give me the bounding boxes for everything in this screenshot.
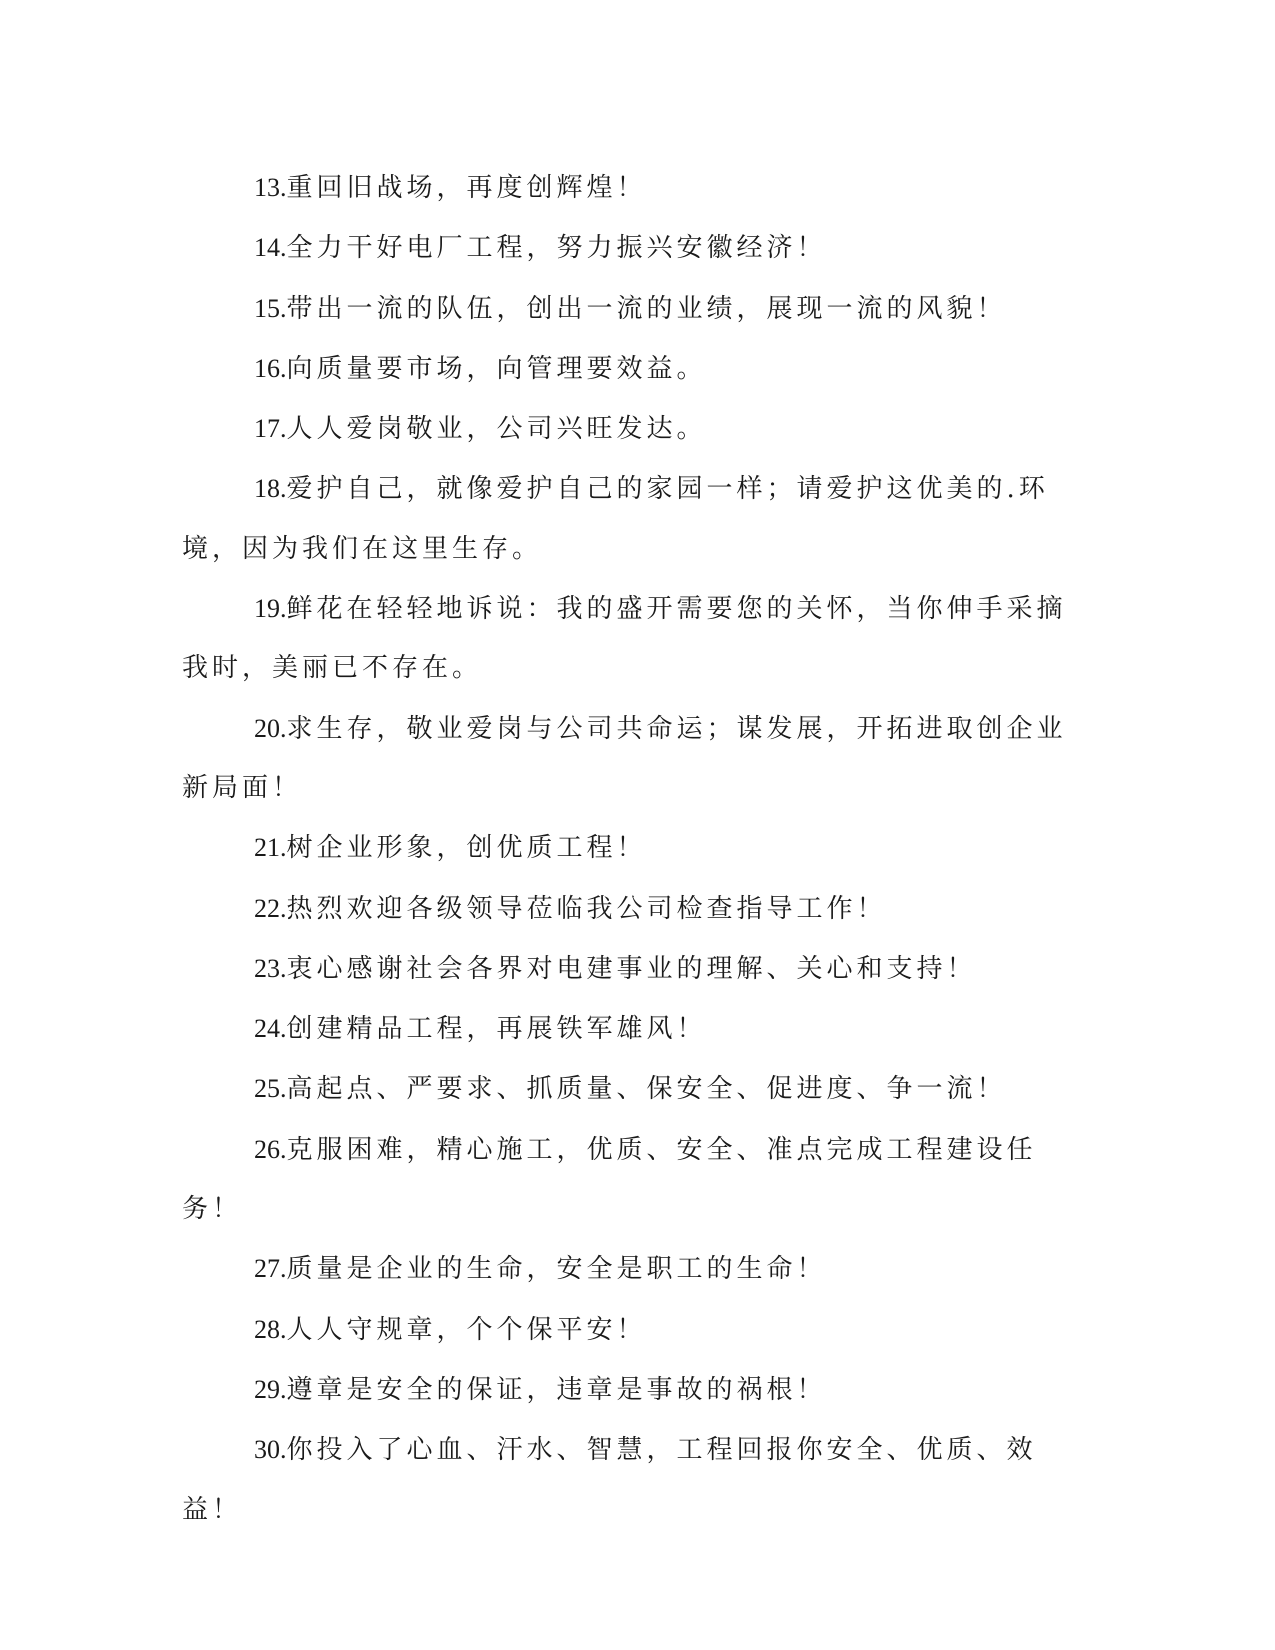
item-number: 28. <box>254 1314 287 1344</box>
item-text: 人人守规章，个个保平安！ <box>286 1314 647 1345</box>
item-text: 创建精品工程，再展铁军雄风！ <box>286 1014 707 1045</box>
item-number: 16. <box>254 353 287 383</box>
item-text: 带出一流的队伍，创出一流的业绩，展现一流的风貌！ <box>286 293 1007 324</box>
item-text: 克服困难，精心施工，优质、安全、准点完成工程建设任务！ <box>182 1134 1037 1225</box>
list-item <box>182 818 1072 878</box>
item-number: 27. <box>254 1254 287 1284</box>
slogan-list <box>182 158 1072 1540</box>
item-text: 遵章是安全的保证，违章是事故的祸根！ <box>286 1374 827 1405</box>
item-text: 人人爱岗敬业，公司兴旺发达。 <box>286 414 707 445</box>
list-item <box>182 1239 1072 1299</box>
item-number: 22. <box>254 893 287 923</box>
item-text: 全力干好电厂工程，努力振兴安徽经济！ <box>286 233 827 264</box>
item-number: 23. <box>254 953 287 983</box>
item-number: 20. <box>254 713 287 743</box>
item-number: 15. <box>254 293 287 323</box>
item-number: 24. <box>254 1014 287 1044</box>
list-item <box>182 459 1072 579</box>
list-item <box>182 339 1072 399</box>
item-number: 25. <box>254 1074 287 1104</box>
item-text: 你投入了心血、汗水、智慧，工程回报你安全、优质、效益！ <box>182 1435 1037 1525</box>
list-item <box>182 1059 1072 1119</box>
item-text: 鲜花在轻轻地诉说：我的盛开需要您的关怀，当你伸手采摘我时，美丽已不存在。 <box>182 594 1067 684</box>
list-item <box>182 999 1072 1059</box>
item-text: 求生存，敬业爱岗与公司共命运；谋发展，开拓进取创企业新局面！ <box>182 713 1067 803</box>
list-item <box>182 699 1072 819</box>
item-text: 向质量要市场，向管理要效益。 <box>286 353 707 384</box>
item-number: 17. <box>254 414 287 444</box>
item-text: 质量是企业的生命，安全是职工的生命！ <box>286 1254 827 1285</box>
item-number: 21. <box>254 833 287 863</box>
item-number: 30. <box>254 1435 287 1465</box>
item-number: 19. <box>254 594 287 624</box>
item-text: 重回旧战场，再度创辉煌！ <box>286 173 647 203</box>
list-item <box>182 399 1072 459</box>
item-number: 26. <box>254 1134 287 1164</box>
list-item <box>182 1120 1072 1240</box>
item-number: 18. <box>254 474 287 504</box>
list-item <box>182 579 1072 699</box>
list-item <box>182 218 1072 278</box>
item-text: 爱护自己，就像爱护自己的家园一样；请爱护这优美的.环境，因为我们在这里生存。 <box>182 474 1049 564</box>
list-item <box>182 1360 1072 1420</box>
item-number: 14. <box>254 233 287 263</box>
item-text: 衷心感谢社会各界对电建事业的理解、关心和支持！ <box>286 953 977 984</box>
item-text: 高起点、严要求、抓质量、保安全、促进度、争一流！ <box>286 1074 1007 1105</box>
item-text: 热烈欢迎各级领导莅临我公司检查指导工作！ <box>286 893 887 924</box>
item-number: 13. <box>254 173 287 202</box>
list-item <box>182 279 1072 339</box>
list-item <box>182 1300 1072 1360</box>
list-item <box>182 1420 1072 1540</box>
item-text: 树企业形象，创优质工程！ <box>286 833 647 864</box>
list-item <box>182 158 1072 218</box>
list-item <box>182 879 1072 939</box>
item-number: 29. <box>254 1374 287 1404</box>
list-item <box>182 939 1072 999</box>
